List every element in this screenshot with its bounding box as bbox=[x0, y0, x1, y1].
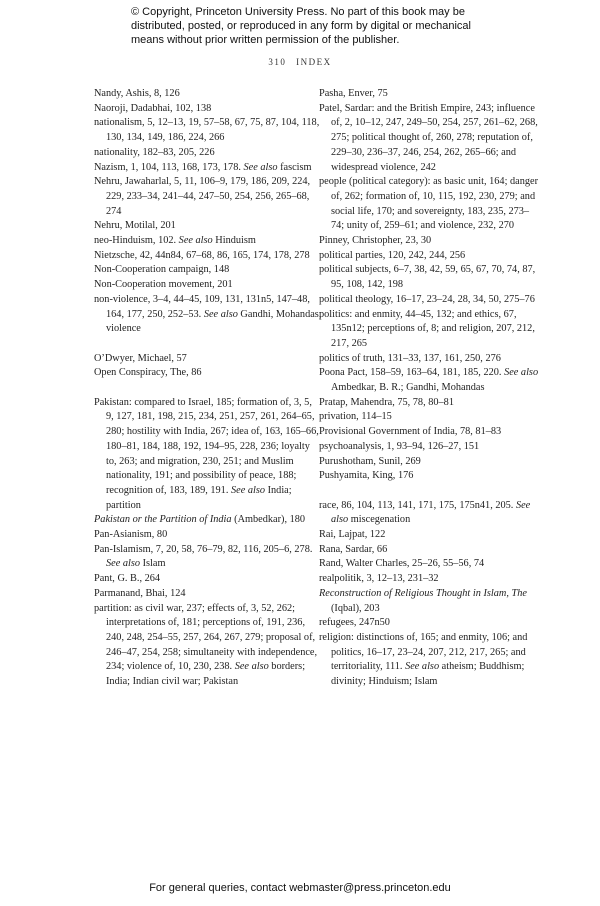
index-entry-text: Provisional Government of India, 78, 81–83 bbox=[319, 426, 502, 438]
index-entry bbox=[319, 587, 541, 616]
index-entry-text: refugees, 247n50 bbox=[319, 617, 390, 629]
index-entry bbox=[319, 440, 541, 455]
index-entry-text: Pan-Islamism, 7, 20, 58, 76–79, 82, 116, 205–6, 278. bbox=[94, 543, 313, 555]
index-entry-text-after: Gandhi, Mohandas; violence bbox=[106, 308, 322, 335]
index-entry-text: Parmanand, Bhai, 124 bbox=[94, 587, 186, 599]
running-head bbox=[0, 57, 600, 67]
index-entry bbox=[94, 543, 322, 572]
index-entry bbox=[94, 102, 322, 117]
index-entry bbox=[94, 146, 322, 161]
letter-group-gap bbox=[319, 484, 541, 499]
index-entry-text-after: Hinduism bbox=[212, 235, 256, 247]
index-entry bbox=[94, 263, 322, 278]
index-entry bbox=[319, 249, 541, 264]
index-entry-italic: See also bbox=[106, 558, 141, 570]
index-entry-text: non-violence, 3–4, 44–45, 109, 131, 131n5, 147–48, 164, 177, 250, 252–53. bbox=[94, 293, 310, 320]
index-entry bbox=[94, 602, 322, 690]
index-entry-text: political subjects, 6–7, 38, 42, 59, 65, 67, 70, 74, 87, 95, 108, 142, 198 bbox=[319, 264, 536, 291]
index-entry bbox=[319, 352, 541, 367]
running-head-title: INDEX bbox=[296, 57, 332, 67]
page-number: 310 bbox=[268, 57, 287, 67]
index-entry-text-after: borders; India; Indian civil war; Pakistan bbox=[106, 661, 306, 688]
index-entry-italic: See also bbox=[405, 661, 440, 673]
index-entry-italic: Pakistan or the Partition of India bbox=[94, 514, 232, 526]
index-entry bbox=[319, 293, 541, 308]
index-entry bbox=[94, 396, 322, 514]
index-entry bbox=[319, 499, 541, 528]
index-entry-text: Pasha, Enver, 75 bbox=[319, 88, 388, 99]
index-entry-italic: See also bbox=[504, 367, 539, 379]
index-column-right bbox=[319, 87, 541, 690]
index-entry bbox=[94, 219, 322, 234]
index-entry-text: Nehru, Motilal, 201 bbox=[94, 220, 176, 232]
index-entry bbox=[319, 528, 541, 543]
index-entry-italic: See also bbox=[203, 308, 238, 320]
index-entry bbox=[94, 87, 322, 102]
index-entry-italic: See also bbox=[234, 661, 269, 673]
copyright-notice: © Copyright, Princeton University Press. No part of this book may be distributed, posted, or reproduced in any form by digital or mechanical means without prior written permission of the publisher. bbox=[131, 6, 471, 46]
index-entry-text: Rana, Sardar, 66 bbox=[319, 543, 388, 555]
index-entry-text: Nietzsche, 42, 44n84, 67–68, 86, 165, 174, 178, 278 bbox=[94, 249, 310, 261]
index-entry-text: Rai, Lajpat, 122 bbox=[319, 529, 386, 541]
index-entry-italic: Reconstruction of Religious Thought in Islam, The bbox=[319, 587, 527, 599]
index-entry bbox=[94, 293, 322, 337]
index-entry-text: Non-Cooperation movement, 201 bbox=[94, 279, 233, 291]
index-entry bbox=[94, 161, 322, 176]
index-entry bbox=[319, 234, 541, 249]
index-entry bbox=[319, 87, 541, 102]
index-entry-text: race, 86, 104, 113, 141, 171, 175, 175n41, 205. bbox=[319, 499, 516, 511]
index-entry-text: Pakistan: compared to Israel, 185; formation of, 3, 5, 9, 127, 181, 198, 215, 234, 251, 257, 261, 264–65, 280; hostility with India, 267; idea of, 163, 165–66, 180–81, 184, 188, 192, 194–95, 228, 236; loyalty to, 263; and migration, 230, 251; and Muslim nationality, 191; and possibility of peace, 188; recognition of, 183, 189, 191. bbox=[94, 396, 319, 496]
index-entry-text: Purushotham, Sunil, 269 bbox=[319, 455, 421, 467]
index-entry-text: Open Conspiracy, The, 86 bbox=[94, 367, 202, 379]
index-entry bbox=[319, 631, 541, 690]
index-entry-text: nationalism, 5, 12–13, 19, 57–58, 67, 75, 87, 104, 118, 130, 134, 149, 186, 224, 266 bbox=[94, 117, 320, 144]
index-entry-text: Nazism, 1, 104, 113, 168, 173, 178. bbox=[94, 161, 244, 173]
index-entry bbox=[94, 116, 322, 145]
index-entry bbox=[319, 616, 541, 631]
index-entry bbox=[94, 278, 322, 293]
index-entry-italic: See also bbox=[243, 161, 278, 173]
index-entry bbox=[94, 234, 322, 249]
index-entry-text: political theology, 16–17, 23–24, 28, 34, 50, 275–76 bbox=[319, 293, 535, 305]
index-entry-text: politics of truth, 131–33, 137, 161, 250, 276 bbox=[319, 352, 501, 364]
index-entry bbox=[94, 513, 322, 528]
index-entry bbox=[319, 425, 541, 440]
index-entry-text: Nandy, Ashis, 8, 126 bbox=[94, 88, 180, 99]
index-entry bbox=[319, 557, 541, 572]
index-entry bbox=[94, 352, 322, 367]
index-entry-text: Naoroji, Dadabhai, 102, 138 bbox=[94, 102, 212, 114]
index-entry-text: Poona Pact, 158–59, 163–64, 181, 185, 220. bbox=[319, 367, 505, 379]
index-entry bbox=[94, 175, 322, 219]
index-entry bbox=[319, 543, 541, 558]
index-entry-text: Rand, Walter Charles, 25–26, 55–56, 74 bbox=[319, 558, 485, 570]
index-entry-text-after: India; partition bbox=[106, 484, 292, 511]
index-entry-text: privation, 114–15 bbox=[319, 411, 392, 423]
index-entry-text-after: (Ambedkar), 180 bbox=[231, 514, 306, 526]
index-entry-italic: See also bbox=[331, 499, 531, 526]
index-entry-text: nationality, 182–83, 205, 226 bbox=[94, 146, 215, 158]
index-entry-text: people (political category): as basic unit, 164; danger of, 262; formation of, 10, 115, 192, 230, 279; and social life, 170; and sovereignty, 183, 235, 273–74; unity of, 259–61; and violence, 232, 270 bbox=[319, 176, 539, 232]
index-entry bbox=[319, 410, 541, 425]
letter-group-gap bbox=[94, 337, 322, 352]
index-entry-text: religion: distinctions of, 165; and enmity, 106; and politics, 16–17, 23–24, 207, 212, 217, 265; and territoriality, 111. bbox=[319, 632, 528, 673]
index-entry bbox=[94, 528, 322, 543]
index-entry-text: realpolitik, 3, 12–13, 231–32 bbox=[319, 573, 439, 585]
index-entry-text: Patel, Sardar: and the British Empire, 243; influence of, 2, 10–12, 247, 249–50, 254, 257, 261–62, 268, 275; political thought of, 260, 278; reputation of, 229–30, 236–37, 246, 254, 262, 265–66; and widespread violence, 242 bbox=[319, 102, 538, 173]
index-entry-text: political parties, 120, 242, 244, 256 bbox=[319, 249, 466, 261]
index-entry bbox=[319, 366, 541, 395]
index-entry bbox=[319, 263, 541, 292]
index-entry-text-after: (Iqbal), 203 bbox=[331, 602, 380, 614]
index-entry-text-after: fascism bbox=[277, 161, 312, 173]
index-entry-text: neo-Hinduism, 102. bbox=[94, 235, 179, 247]
index-entry bbox=[319, 469, 541, 484]
index-entry-text-after: Islam bbox=[140, 558, 166, 570]
index-entry bbox=[319, 396, 541, 411]
letter-group-gap bbox=[94, 381, 322, 396]
index-entry-text: politics: and enmity, 44–45, 132; and ethics, 67, 135n12; perceptions of, 8; and religion, 207, 212, 217, 265 bbox=[319, 308, 535, 349]
index-entry bbox=[319, 175, 541, 234]
index-entry-italic: See also bbox=[230, 484, 266, 496]
index-entry-text: Pant, G. B., 264 bbox=[94, 573, 161, 585]
index-column-left bbox=[94, 87, 322, 690]
index-entry bbox=[319, 102, 541, 176]
index-entry bbox=[94, 249, 322, 264]
index-entry bbox=[94, 587, 322, 602]
index-entry bbox=[319, 308, 541, 352]
index-entry-text: Pinney, Christopher, 23, 30 bbox=[319, 235, 432, 247]
index-entry-italic: See also bbox=[178, 235, 213, 247]
index-entry-text: Pan-Asianism, 80 bbox=[94, 529, 168, 541]
index-entry-text: psychoanalysis, 1, 93–94, 126–27, 151 bbox=[319, 440, 480, 452]
index-entry bbox=[319, 572, 541, 587]
index-entry-text: O’Dwyer, Michael, 57 bbox=[94, 352, 187, 364]
index-entry-text-after: atheism; Buddhism; divinity; Hinduism; Islam bbox=[331, 661, 525, 688]
index-entry bbox=[319, 455, 541, 470]
index-entry-text: Non-Cooperation campaign, 148 bbox=[94, 264, 230, 276]
index-entry-text-after: Ambedkar, B. R.; Gandhi, Mohandas bbox=[331, 382, 485, 394]
index-entry-text: Pratap, Mahendra, 75, 78, 80–81 bbox=[319, 396, 454, 408]
index-entry-text: partition: as civil war, 237; effects of, 3, 52, 262; interpretations of, 181; perceptions of, 191, 236, 240, 248, 254–55, 257, 264, 267, 279; proposal of, 246–47, 254, 258; simultaneity with independence, 234; violence of, 10, 230, 238. bbox=[94, 602, 318, 673]
index-entry-text-after: miscegenation bbox=[348, 514, 411, 526]
index-entry bbox=[94, 572, 322, 587]
footer-contact: For general queries, contact webmaster@press.princeton.edu bbox=[149, 882, 451, 894]
index-entry-text: Pushyamita, King, 176 bbox=[319, 470, 414, 482]
index-entry bbox=[94, 366, 322, 381]
index-entry-text: Nehru, Jawaharlal, 5, 11, 106–9, 179, 186, 209, 224, 229, 233–34, 241–44, 247–50, 254, 256, 265–68, 274 bbox=[94, 176, 311, 217]
